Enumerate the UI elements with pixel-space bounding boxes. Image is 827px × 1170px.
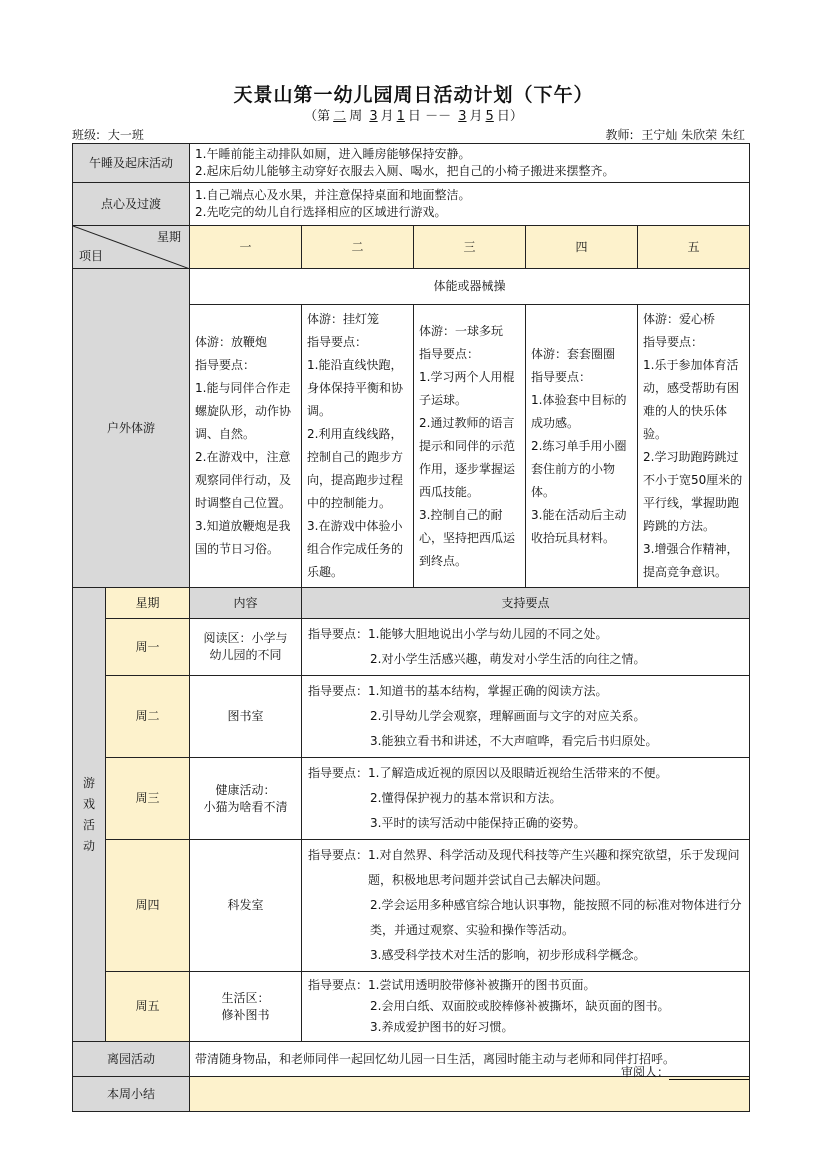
games-day: 周二: [106, 676, 190, 758]
date-separator: －－: [425, 109, 452, 124]
snack-line-2: 2.先吃完的幼儿自行选择相应的区域进行游戏。: [195, 205, 447, 219]
guide-point: 3.平时的读写活动中能保持正确的姿势。: [370, 816, 586, 830]
games-day: 周五: [106, 972, 190, 1042]
guide-point: 1.能沿直线快跑，身体保持平衡和协调。: [307, 358, 404, 418]
games-points: [302, 972, 750, 1042]
end-suffix: 日）: [496, 109, 523, 124]
diag-top-label: 星期: [157, 230, 182, 244]
diag-bottom-label: 项目: [79, 249, 104, 263]
summary-row: [73, 1077, 750, 1112]
activity-plan-table: [72, 143, 750, 1112]
outdoor-game-title: 体游：一球多玩: [419, 323, 504, 338]
guide-point: 2.练习单手用小圈套住前方的小物体。: [531, 438, 627, 499]
content-line: 幼儿园的不同: [209, 648, 282, 662]
day-fri: 五: [638, 226, 750, 269]
nap-label: 午睡及起床活动: [73, 144, 190, 183]
guide-point: 2.会用白纸、双面胶或胶棒修补被撕坏，缺页面的图书。: [370, 999, 670, 1013]
outdoor-game-title: 体游：套套圈圈: [531, 346, 616, 361]
content-line: 图书室: [227, 709, 264, 723]
leave-content: 带清随身物品，和老师同伴一起回忆幼儿园一日生活，离园时能主动与老师和同伴打招呼。: [190, 1042, 750, 1077]
guide-point: 2.懂得保护视力的基本常识和方法。: [370, 791, 562, 805]
content-line: 健康活动：: [215, 782, 276, 797]
date-range: [0, 105, 827, 124]
week-prefix: （第: [304, 109, 331, 124]
games-content: [190, 758, 302, 840]
class-label: 班级:: [72, 128, 101, 142]
outdoor-cell-mon: [190, 305, 302, 588]
games-label-char: 戏: [82, 796, 95, 811]
guide-point: 1.了解造成近视的原因以及眼睛近视给生活带来的不便。: [368, 766, 668, 780]
games-row-tue: [73, 676, 750, 758]
games-head-points: 支持要点: [302, 588, 750, 619]
games-points: [302, 619, 750, 676]
games-day: 周三: [106, 758, 190, 840]
games-content: [190, 972, 302, 1042]
outdoor-cell-tue: [302, 305, 414, 588]
guide-point: 1.能与同伴合作走螺旋队形，动作协调、自然。: [195, 381, 292, 441]
day-char: 日: [407, 109, 421, 124]
guide-point: 3.能独立看书和讲述，不大声喧哗，看完后书归原处。: [370, 734, 658, 748]
guide-label: 指导要点：: [531, 369, 592, 384]
teacher-info: [605, 126, 749, 144]
guide-label: 指导要点：: [308, 766, 369, 780]
start-month: 3: [369, 109, 378, 124]
guide-point: 1.体验套中目标的成功感。: [531, 392, 627, 430]
games-points: [302, 840, 750, 972]
guide-point: 1.对自然界、科学活动及现代科技等产生兴趣和探究欲望，乐于发现问题，积极地思考问题并尝试自己去解决问题。: [368, 848, 740, 887]
page-title: 天景山第一幼儿园周日活动计划（下午）: [233, 84, 594, 106]
days-header-row: [73, 226, 750, 269]
snack-label: 点心及过渡: [73, 183, 190, 226]
start-day: 1: [396, 109, 405, 124]
content-line: 阅读区：小学与: [203, 631, 288, 645]
nap-content: [190, 144, 750, 183]
guide-point: 3.在游戏中体验小组合作完成任务的乐趣。: [307, 519, 404, 579]
guide-point: 2.利用直线线路，控制自己的跑步方向，提高跑步过程中的控制能力。: [307, 427, 404, 510]
outdoor-game-title: 体游：爱心桥: [643, 312, 716, 326]
guide-points-block: [368, 843, 743, 893]
month-char: 月: [380, 109, 394, 124]
day-wed: 三: [414, 226, 526, 269]
games-points: [302, 758, 750, 840]
guide-label: 指导要点：: [308, 627, 369, 641]
content-line: 修补图书: [221, 1007, 270, 1022]
content-line: 小猫为啥看不清: [203, 799, 288, 814]
leave-label: 离园活动: [73, 1042, 190, 1077]
content-line: 生活区：: [221, 990, 270, 1005]
outdoor-cell-fri: [638, 305, 750, 588]
games-row-thu: [73, 840, 750, 972]
guide-label: 指导要点：: [308, 978, 369, 992]
games-label: [73, 588, 106, 1042]
outdoor-cell-wed: [414, 305, 526, 588]
reviewer-label: 审阅人：: [620, 1065, 669, 1079]
games-label-char: 活: [82, 817, 95, 832]
games-content: [190, 840, 302, 972]
guide-point: 2.学会运用多种感官综合地认识事物，能按照不同的标准对物体进行分类，并通过观察、实验和操作等活动。: [370, 898, 742, 937]
guide-point: 1.乐于参加体育活动，感受帮助有困难的人的快乐体验。: [643, 358, 740, 441]
guide-point: 2.通过教师的语言提示和同伴的示范作用，逐步掌握运西瓜技能。: [419, 415, 516, 499]
nap-row: [73, 144, 750, 183]
games-day: 周四: [106, 840, 190, 972]
games-label-char: 游: [82, 775, 95, 790]
guide-point: 2.在游戏中，注意观察同伴行动，及时调整自己位置。: [195, 450, 292, 510]
games-row-wed: [73, 758, 750, 840]
snack-content: [190, 183, 750, 226]
week-number: 二: [333, 109, 347, 124]
guide-label: 指导要点：: [643, 335, 704, 349]
guide-label: 指导要点：: [195, 358, 256, 372]
day-mon: 一: [190, 226, 302, 269]
guide-point: 3.能在活动后主动收拾玩具材料。: [531, 507, 627, 545]
guide-label: 指导要点：: [307, 335, 368, 349]
games-label-char: 动: [82, 838, 95, 853]
guide-point: 3.知道放鞭炮是我国的节日习俗。: [195, 519, 291, 556]
guide-point: 1.知道书的基本结构，掌握正确的阅读方法。: [368, 684, 608, 698]
class-info: [72, 126, 178, 144]
guide-point: 2.学习助跑跨跳过不小于宽50厘米的平行线，掌握助跑跨跳的方法。: [643, 450, 743, 533]
reviewer-signature-line[interactable]: [669, 1067, 749, 1080]
end-day: 5: [485, 109, 494, 124]
games-content: [190, 619, 302, 676]
guide-point: 3.养成爱护图书的好习惯。: [370, 1020, 514, 1034]
summary-label: 本周小结: [73, 1077, 190, 1112]
month-char-2: 月: [469, 109, 483, 124]
guide-point: 1.能够大胆地说出小学与幼儿园的不同之处。: [368, 627, 608, 641]
games-row-mon: [73, 619, 750, 676]
guide-point: 2.对小学生活感兴趣，萌发对小学生活的向往之情。: [370, 652, 646, 666]
guide-point: 3.控制自己的耐心，坚持把西瓜运到终点。: [419, 507, 516, 568]
snack-line-1: 1.自己端点心及水果，并注意保持桌面和地面整洁。: [195, 188, 471, 202]
outdoor-game-title: 体游：放鞭炮: [195, 335, 268, 349]
outdoor-game-title: 体游：挂灯笼: [307, 312, 380, 326]
guide-point: 1.尝试用透明胶带修补被撕开的图书页面。: [368, 978, 596, 992]
snack-row: [73, 183, 750, 226]
games-head-content: 内容: [190, 588, 302, 619]
games-row-fri: [73, 972, 750, 1042]
games-content: [190, 676, 302, 758]
diag-header-cell: [73, 226, 190, 269]
guide-point: 2.引导幼儿学会观察，理解画面与文字的对应关系。: [370, 709, 646, 723]
end-month: 3: [458, 109, 467, 124]
summary-content[interactable]: [190, 1077, 750, 1112]
guide-point: 3.感受科学技术对生活的影响，初步形成科学概念。: [370, 948, 646, 962]
games-head-day: 星期: [106, 588, 190, 619]
day-thu: 四: [526, 226, 638, 269]
games-points: [302, 676, 750, 758]
class-value: 大一班: [104, 126, 178, 144]
outdoor-cell-thu: [526, 305, 638, 588]
teacher-value: 王宁灿 朱欣荣 朱红: [637, 126, 749, 144]
outdoor-theme-row: [73, 269, 750, 305]
outdoor-theme: 体能或器械操: [190, 269, 750, 305]
guide-point: 3.增强合作精神，提高竞争意识。: [643, 542, 739, 579]
day-tue: 二: [302, 226, 414, 269]
content-line: 科发室: [227, 898, 264, 912]
reviewer-signature: [621, 1063, 749, 1080]
guide-label: 指导要点：: [419, 346, 480, 361]
games-day: 周一: [106, 619, 190, 676]
teacher-label: 教师:: [605, 128, 634, 142]
games-header-row: [73, 588, 750, 619]
nap-line-2: 2.起床后幼儿能够主动穿好衣服去入厕、喝水，把自己的小椅子搬进来摆整齐。: [195, 164, 615, 178]
guide-point: 1.学习两个人用棍子运球。: [419, 369, 515, 407]
nap-line-1: 1.午睡前能主动排队如厕，进入睡房能够保持安静。: [195, 147, 471, 161]
outdoor-label: 户外体游: [73, 269, 190, 588]
week-unit: 周: [349, 109, 363, 124]
guide-label: 指导要点：: [308, 684, 369, 698]
guide-label: 指导要点：: [308, 848, 369, 862]
